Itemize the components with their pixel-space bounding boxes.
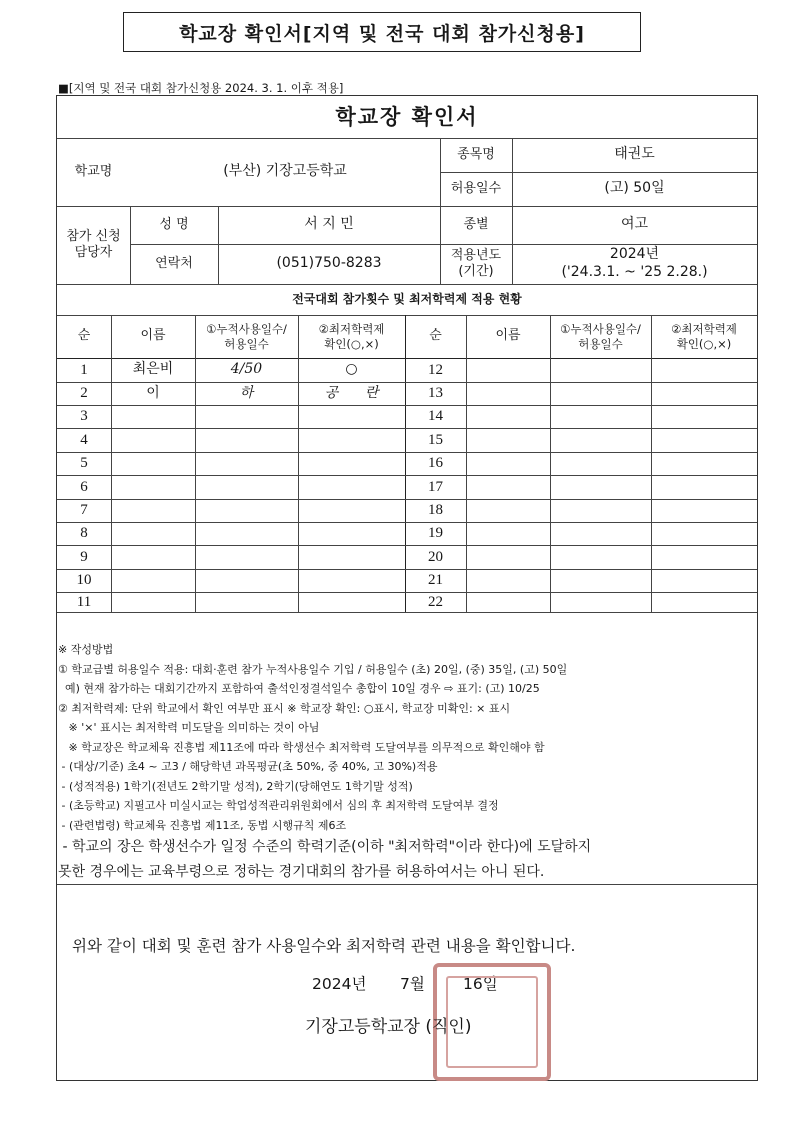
row-no: 9 xyxy=(80,548,88,565)
row-no: 17 xyxy=(428,478,443,495)
note-line: - (성적적용) 1학기(전년도 2학기말 성적), 2학기(당해연도 1학기말 성적) xyxy=(58,779,413,793)
row-no: 6 xyxy=(80,478,88,495)
row-no: 3 xyxy=(80,408,88,425)
document-title: 학교장 확인서[지역 및 전국 대회 참가신청용] xyxy=(123,12,641,52)
value-phone: (051)750-8283 xyxy=(276,255,382,272)
value-school: (부산) 기장고등학교 xyxy=(223,163,347,180)
row-name: 최은비 xyxy=(132,361,174,378)
th-days-right: ①누적사용일수/ 허용일수 xyxy=(560,322,641,351)
row-no: 4 xyxy=(80,431,88,448)
status-title: 전국대회 참가횟수 및 최저학력제 적용 현황 xyxy=(292,292,522,306)
note-line: ※ 작성방법 xyxy=(58,643,114,656)
row-no: 12 xyxy=(428,361,443,378)
row-no: 15 xyxy=(428,431,443,448)
row-no: 20 xyxy=(428,548,443,565)
note-line: - (초등학교) 지필고사 미실시교는 학업성적관리위원회에서 심의 후 최저학력 도달여부 결정 xyxy=(58,799,499,812)
note-line: - 학교의 장은 학생선수가 일정 수준의 학력기준(이하 "최저학력"이라 한다)에 도달하지 xyxy=(58,839,592,855)
note-line: - (대상/기준) 초4 ~ 고3 / 해당학년 과목평균(초 50%, 중 40%, 고 30%)적용 xyxy=(58,760,438,773)
th-no-left: 순 xyxy=(77,328,91,344)
row-check: 공 란 xyxy=(324,384,379,401)
row-no: 2 xyxy=(80,385,88,402)
date-month: 7월 xyxy=(400,975,425,993)
th-name-right: 이름 xyxy=(495,328,521,344)
th-academic-left: ②최저학력제 확인(○,×) xyxy=(318,322,385,351)
label-gender: 종별 xyxy=(463,216,489,232)
row-days: 4/50 xyxy=(230,361,263,378)
confirm-text: 위와 같이 대회 및 훈련 참가 사용일수와 최저학력 관련 내용을 확인합니다. xyxy=(72,937,576,955)
applicability-note: ■[지역 및 전국 대회 참가신청용 2024. 3. 1. 이후 적용] xyxy=(58,81,344,95)
value-allowed-days: (고) 50일 xyxy=(604,180,665,197)
row-no: 1 xyxy=(80,361,88,378)
note-line: ※ 학교장은 학교체육 진흥법 제11조에 따라 학생선수 최저학력 도달여부를 의무적으로 확인해야 함 xyxy=(58,740,545,754)
row-no: 8 xyxy=(80,525,88,542)
label-contact-person: 참가 신청 담당자 xyxy=(66,228,121,260)
note-line: 예) 현재 참가하는 대회기간까지 포함하여 출석인정결석일수 총합이 10일 경우 ⇨ 표기: (고) 10/25 xyxy=(58,682,540,695)
label-phone: 연락처 xyxy=(155,255,193,271)
label-period: 적용년도 (기간) xyxy=(450,247,502,279)
writing-instructions xyxy=(58,640,758,885)
row-no: 16 xyxy=(428,455,443,472)
value-name: 서 지 민 xyxy=(304,216,354,233)
th-academic-right: ②최저학력제 확인(○,×) xyxy=(671,322,737,351)
value-period: ('24.3.1. ~ '25 2.28.) xyxy=(561,264,708,281)
row-no: 5 xyxy=(80,455,88,472)
note-line: ※ '×' 표시는 최저학력 미도달을 의미하는 것이 아님 xyxy=(58,721,320,734)
row-no: 22 xyxy=(428,593,443,610)
label-allowed-days: 허용일수 xyxy=(450,180,502,196)
row-name: 이 xyxy=(146,384,160,401)
date-year: 2024년 xyxy=(312,975,367,993)
date-day: 16일 xyxy=(463,975,498,993)
note-line: ① 학교급별 허용일수 적용: 대회·훈련 참가 누적사용일수 기입 / 허용일수 (초) 20일, (중) 35일, (고) 50일 xyxy=(58,662,568,676)
row-no: 13 xyxy=(428,385,443,402)
row-days: 하 xyxy=(239,384,254,401)
value-gender: 여고 xyxy=(620,216,649,233)
label-school: 학교명 xyxy=(74,163,113,179)
note-line: - (관련법령) 학교체육 진흥법 제11조, 동법 시행규칙 제6조 xyxy=(58,818,347,832)
label-event: 종목명 xyxy=(457,146,495,162)
value-year: 2024년 xyxy=(609,246,660,263)
value-event: 태권도 xyxy=(614,146,655,163)
row-no: 19 xyxy=(428,525,443,542)
th-days-left: ①누적사용일수/ 허용일수 xyxy=(206,322,287,351)
signer: 기장고등학교장 (직인) xyxy=(305,1017,472,1037)
note-line: 못한 경우에는 교육부령으로 정하는 경기대회의 참가를 허용하여서는 아니 된다. xyxy=(58,864,545,880)
row-no: 11 xyxy=(76,593,92,610)
form-title: 학교장 확인서 xyxy=(335,104,479,129)
th-no-right: 순 xyxy=(429,328,442,344)
note-line: ② 최저학력제: 단위 학교에서 확인 여부만 표시 ※ 학교장 확인: ○표시, 학교장 미확인: × 표시 xyxy=(58,701,511,715)
row-no: 14 xyxy=(428,408,443,425)
row-no: 21 xyxy=(428,572,443,589)
row-no: 7 xyxy=(80,502,88,519)
row-no: 10 xyxy=(76,572,92,589)
row-no: 18 xyxy=(428,502,443,519)
row-check: ○ xyxy=(345,361,358,378)
label-name: 성 명 xyxy=(159,216,189,232)
th-name-left: 이름 xyxy=(140,328,166,344)
